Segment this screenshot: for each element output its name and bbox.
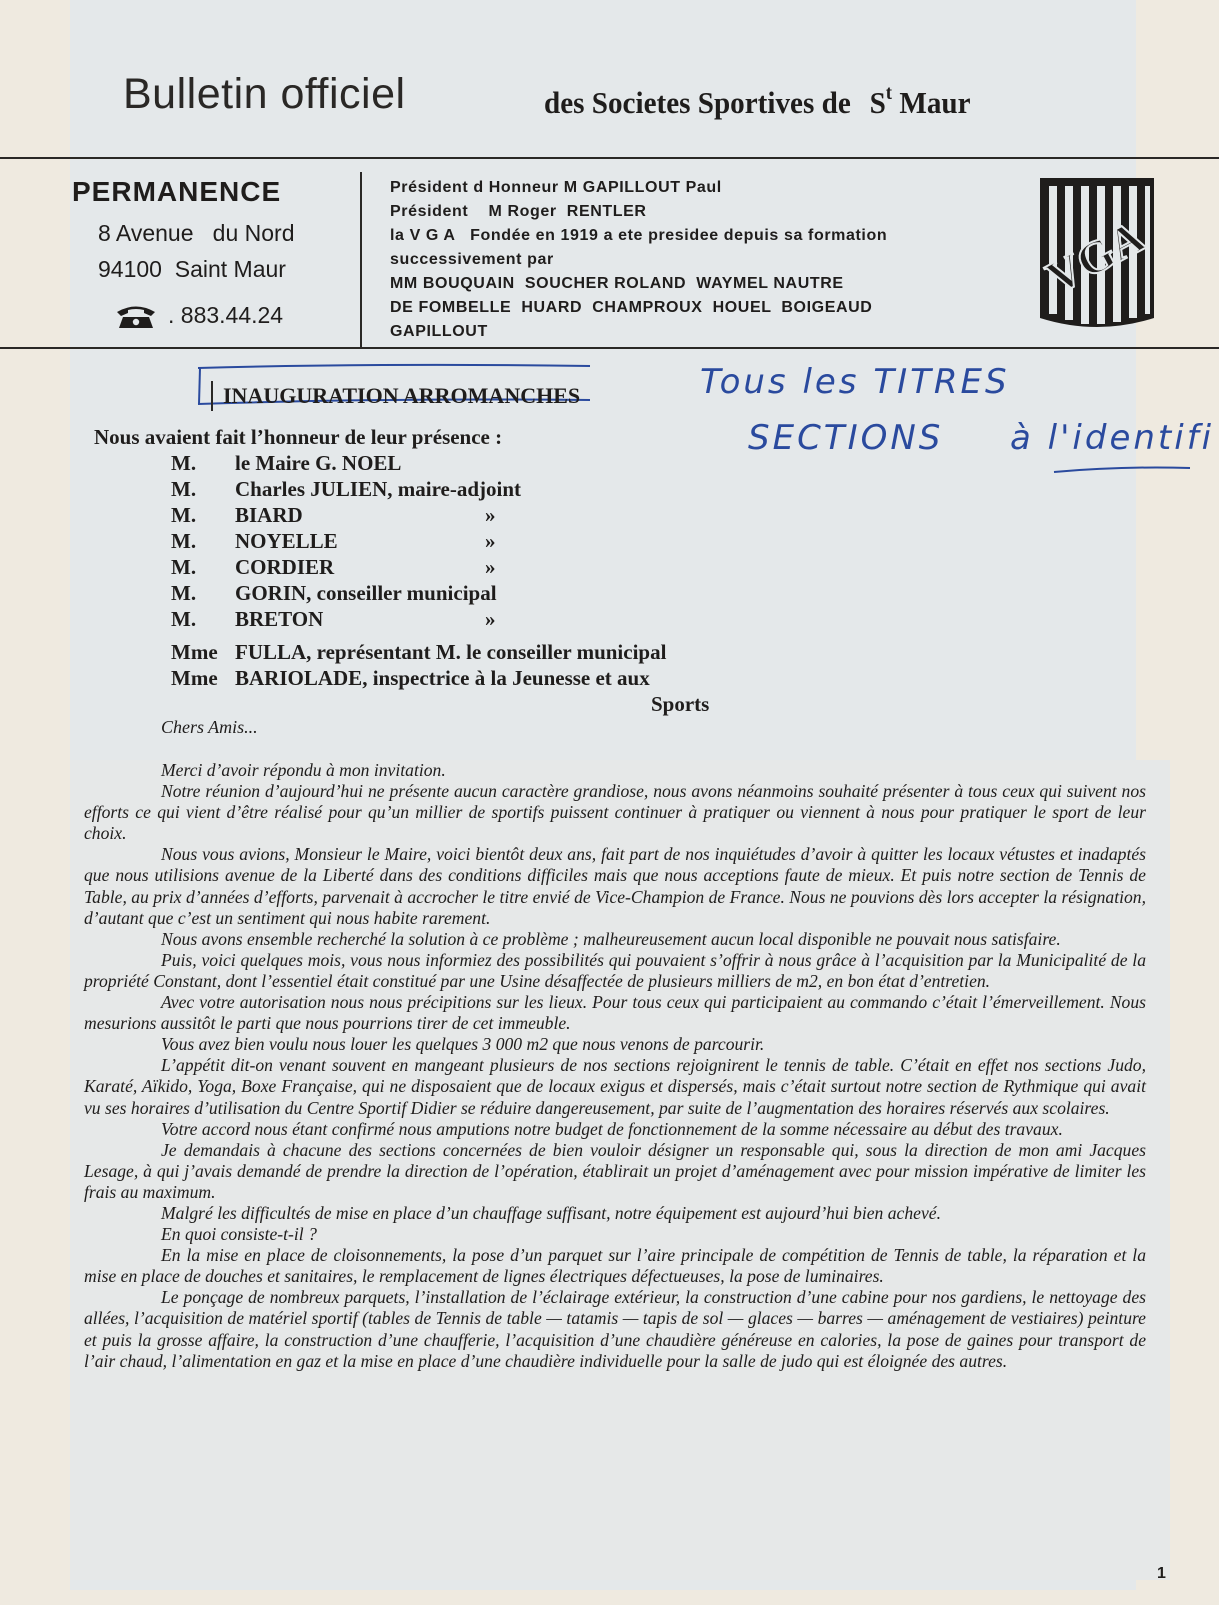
letter-paragraph: Puis, voici quelques mois, vous nous informiez des possibilités qui pouvaient s’offrir à nous grâce à l’acquisition par la Municipalité de la propriété Constant, dont l’essentiel était constitué par une Usine désaffectée de plusieurs milliers de m2, en bon état d’entretien.	[84, 949, 1146, 991]
permanence-address-city: 94100 Saint Maur	[98, 256, 286, 282]
guest-row	[171, 451, 401, 477]
permanence-title: PERMANENCE	[72, 176, 282, 207]
subtitle-place-t: t	[885, 82, 893, 104]
letter-paragraph: Avec votre autorisation nous nous précipitions sur les lieux. Pour tous ceux qui participaient au commando c’était l’émerveillement. Nous mesurions aussitôt le parti que nous pourrions tirer de cet immeuble.	[84, 992, 1146, 1034]
letter-paragraph: Votre accord nous étant confirmé nous amputions notre budget de fonctionnement de la somme nécessaire au début des travaux.	[161, 1118, 1063, 1139]
guest-ditto: »	[485, 555, 496, 579]
guest-name: BRETON	[235, 607, 324, 631]
letter-paragraph: Nous avons ensemble recherché la solution à ce problème ; malheureusement aucun local disponible ne pouvait nous satisfaire.	[161, 928, 1061, 949]
guest-title: M.	[171, 555, 197, 579]
guest-name: GORIN, conseiller municipal	[235, 581, 497, 605]
letter-paragraph: Malgré les difficultés de mise en place d’un chauffage suffisant, notre équipement est aujourd’hui bien achevé.	[161, 1202, 941, 1223]
guest-row	[171, 666, 650, 692]
guest-continuation: Sports	[651, 692, 710, 716]
guest-row	[171, 529, 496, 555]
guest-ditto: »	[485, 503, 496, 527]
guest-name: Charles JULIEN, maire-adjoint	[235, 477, 522, 501]
letter-paragraph: Je demandais à chacune des sections concernées de bien vouloir désigner un responsable qui, sous la direction de mon ami Jacques Lesage, à qui j’avais demandé de prendre la direction de l’opération, établirait un projet d’aménagement avec pour mission impérative de limiter les frais au maximum.	[84, 1139, 1146, 1202]
guest-name: le Maire G. NOEL	[235, 451, 402, 475]
guest-title: M.	[171, 503, 197, 527]
guest-row	[171, 477, 521, 503]
committee-line: successivement par	[390, 251, 554, 268]
permanence-address-street: 8 Avenue du Nord	[98, 220, 295, 246]
guest-title: M.	[171, 529, 197, 553]
page-number: 1	[1157, 1565, 1166, 1582]
guest-name: BIARD	[235, 503, 303, 527]
letter-paragraph: Le ponçage de nombreux parquets, l’installation de l’éclairage extérieur, la construction d’une cabine pour nos gardiens, le nettoyage des allées, l’acquisition de matériel sportif (tables de Tennis de table — tatamis — tapis de sol — glaces — barres — aménagement de vestiaires) peinture et puis la grosse affaire, la construction d’une chaufferie, l’acquisition d’une chaudière généreuse en calories, la pose de gaines pour transport de l’air chaud, l’alimentation en gaz et la mise en place d’une chaudière individuelle pour la salle de judo qui est éloignée des autres.	[84, 1287, 1146, 1371]
committee-line: MM BOUQUAIN SOUCHER ROLAND WAYMEL NAUTRE	[390, 275, 844, 292]
subtitle-prefix: des Societes Sportives de	[544, 85, 851, 120]
guest-title: M.	[171, 477, 197, 501]
guest-row	[171, 555, 496, 581]
letter-paragraph: Nous vous avions, Monsieur le Maire, voici bientôt deux ans, fait part de nos inquiétudes d’avoir à quitter les locaux vétustes et inadaptés que nous utilisions avenue de la Liberté dans des conditions difficiles mais que nous acceptions faute de mieux. Et puis notre section de Tennis de Table, au prix d’années d’efforts, parvenait à accrocher le titre envié de Vice-Champion de France. Nous ne pouvions dès lors accepter la résignation, d’autant que c’est un sentiment qui nous habite rarement.	[84, 844, 1146, 928]
letter-greeting: Chers Amis...	[161, 717, 258, 737]
bulletin-title: Bulletin officiel	[123, 70, 406, 118]
guest-name: NOYELLE	[235, 529, 338, 553]
guest-row	[171, 607, 496, 633]
committee-list	[390, 176, 887, 344]
letter-paragraph: En la mise en place de cloisonnements, la pose d’un parquet sur l’aire principale de compétition de Tennis de table, la réparation et la mise en place de douches et sanitaires, le remplacement de lignes électriques défectueuses, la pose de luminaires.	[84, 1245, 1146, 1287]
committee-line: la V G A Fondée en 1919 a ete presidee depuis sa formation	[390, 227, 888, 244]
letter-body	[84, 760, 1146, 1372]
handwritten-note-word1: SECTIONS	[748, 418, 944, 458]
committee-line: DE FOMBELLE HUARD CHAMPROUX HOUEL BOIGEAUD	[390, 299, 873, 316]
bulletin-subtitle	[544, 82, 971, 121]
committee-line: Président d Honneur M GAPILLOUT Paul	[390, 179, 722, 196]
guest-ditto: »	[485, 529, 496, 553]
section-title: INAUGURATION ARROMANCHES	[211, 381, 580, 411]
permanence-phone: . 883.44.24	[168, 302, 284, 328]
guest-name: BARIOLADE, inspectrice à la Jeunesse et aux	[235, 666, 650, 690]
guest-title: Mme	[171, 640, 218, 664]
vga-logo	[1038, 176, 1156, 332]
letter-paragraph: Merci d’avoir répondu à mon invitation.	[161, 760, 446, 780]
letter-paragraph: Notre réunion d’aujourd’hui ne présente aucun caractère grandiose, nous avons néanmoins souhaité présenter à tous ceux qui suivent nos efforts ce qui vient d’être réalisé pour qu’un millier de sportifs puissent continuer à pratiquer ou viennent à nous pour pratiquer le sport de leur choix.	[84, 781, 1146, 844]
header-divider	[360, 172, 362, 347]
committee-line: GAPILLOUT	[390, 323, 488, 340]
letter-paragraph: L’appétit dit-on venant souvent en mangeant plusieurs de nos sections rejoignirent le tennis de table. C’était en effet nos sections Judo, Karaté, Aïkido, Yoga, Boxe Française, qui ne disposaient que de locaux exigus et dispersés, mais c’était surtout notre section de Rythmique qui avait vu ses horaires d’utilisation du Centre Sportif Didier se réduire dangereusement, par suite de l’augmentation des horaires réservés aux scolaires.	[84, 1055, 1146, 1118]
handwritten-note-line1: Tous les TITRES	[700, 362, 1010, 402]
committee-line: Président M Roger RENTLER	[390, 203, 647, 220]
guests-intro: Nous avaient fait l’honneur de leur présence :	[94, 425, 503, 449]
guest-row	[171, 503, 496, 529]
logo-text: VGA	[1038, 210, 1153, 304]
guest-row	[171, 640, 666, 666]
guest-title: M.	[171, 607, 197, 631]
guest-title: Mme	[171, 666, 218, 690]
telephone-icon	[113, 303, 159, 329]
header-rule-top	[0, 157, 1219, 159]
guest-title: M.	[171, 581, 197, 605]
header-rule-bottom	[0, 347, 1219, 349]
handwritten-underline	[1052, 462, 1192, 478]
letter-paragraph: En quoi consiste-t-il ?	[161, 1224, 317, 1245]
handwritten-note-word2: à l'identifi	[1010, 418, 1215, 458]
subtitle-place-s: S	[869, 85, 886, 120]
guest-name: CORDIER	[235, 555, 335, 579]
letter-paragraph: Vous avez bien voulu nous louer les quelques 3 000 m2 que nous venons de parcourir.	[161, 1034, 765, 1055]
subtitle-place-name: Maur	[899, 85, 971, 120]
guest-name: FULLA, représentant M. le conseiller municipal	[235, 640, 667, 664]
guest-row	[171, 581, 497, 607]
guest-title: M.	[171, 451, 197, 475]
guest-ditto: »	[485, 607, 496, 631]
